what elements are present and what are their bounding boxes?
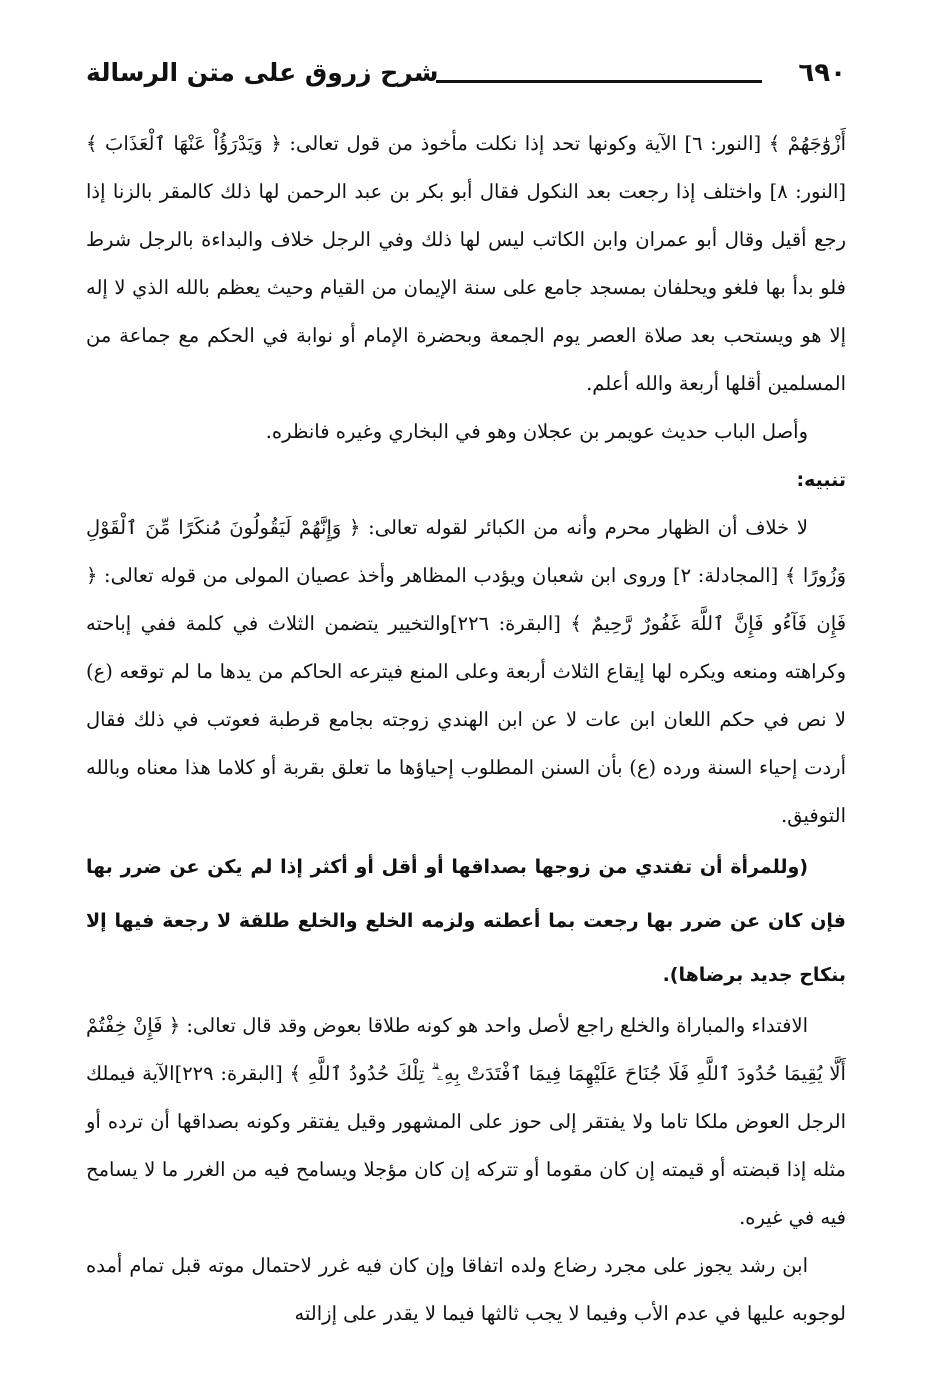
page-header bbox=[86, 58, 846, 98]
main-text bbox=[86, 120, 846, 1338]
header-rule bbox=[436, 80, 762, 83]
paragraph-khul-commentary: الافتداء والمباراة والخلع راجع لأصل واحد هو كونه طلاقا بعوض وقد قال تعالى: ﴿ فَإِنْ خِفْتُمْ أَلَّا يُقِيمَا حُدُودَ ٱللَّهِ فَلَا جُنَاحَ عَلَيْهِمَا فِيمَا ٱفْتَدَتْ بِهِۦ ۗ تِلْكَ حُدُودُ ٱللَّهِ ﴾ [البقرة: ٢٢٩]الآية فيملك الرجل العوض ملكا تاما ولا يفتقر إلى حوز على المشهور وقيل يفتقر وكونه بصداقها أن ترده أو مثله إذا قبضته أو قيمته إن كان مقوما أو تتركه إن كان مؤجلا ويسامح فيه من الغرر ما لا يسامح فيه في غيره. bbox=[86, 1014, 846, 1229]
paragraph-hadith-source: وأصل الباب حديث عويمر بن عجلان وهو في البخاري وغيره فانظره. bbox=[265, 420, 808, 443]
paragraph-lian-commentary: أَزْوَٰجَهُمْ ﴾ [النور: ٦] الآية وكونها تحد إذا نكلت مأخوذ من قول تعالى: ﴿ وَيَدْرَؤُاْ عَنْهَا ٱلْعَذَابَ ﴾ [النور: ٨] واختلف إذا رجعت بعد النكول فقال أبو بكر بن عبد الرحمن لها ذلك كالمقر بالزنا إذا رجع أقيل وقال أبو عمران وابن الكاتب ليس لها ذلك وفي الرجل خلاف والبداءة بالرجل شرط فلو بدأ بها فلغو ويحلفان بمسجد جامع على سنة الإيمان من القيام وحيث يعظم بالله الذي لا إله إلا هو ويستحب بعد صلاة العصر يوم الجمعة وبحضرة الإمام أو نوابة في الحكم مع جماعة من المسلمين أقلها أربعة والله أعلم. bbox=[86, 132, 846, 395]
paragraph-ibn-rushd: ابن رشد يجوز على مجرد رضاع ولده اتفاقا وإن كان فيه غرر لاحتمال موته قبل تمام أمده لوجوبه عليها في عدم الأب وفيما لا يجب ثالثها فيما لا يقدر على إزالته bbox=[86, 1254, 846, 1325]
running-title: شرح زروق على متن الرسالة bbox=[86, 58, 439, 87]
paragraph-matn-khul: (وللمرأة أن تفتدي من زوجها بصداقها أو أقل أو أكثر إذا لم يكن عن ضرر بها فإن كان عن ضرر بها رجعت بما أعطته ولزمه الخلع والخلع طلقة لا رجعة فيها إلا بنكاح جديد برضاها). bbox=[86, 856, 846, 986]
paragraph-zihar-note: لا خلاف أن الظهار محرم وأنه من الكبائر لقوله تعالى: ﴿ وَإِنَّهُمْ لَيَقُولُونَ مُنكَرًا مِّنَ ٱلْقَوْلِ وَزُورًا ﴾ [المجادلة: ٢] وروى ابن شعبان ويؤدب المظاهر وأخذ عصيان المولى من قوله تعالى: ﴿ فَإِن فَآءُو فَإِنَّ ٱللَّهَ غَفُورٌ رَّحِيمٌ ﴾ [البقرة: ٢٢٦]والتخيير يتضمن الثلاث في كلمة ففي إباحته وكراهته ومنعه ويكره لها إيقاع الثلاث أربعة وعلى المنع فيترعه الحاكم من يدها ما لم توقعه (ع) لا نص في حكم اللعان ابن عات لا عن ابن الهندي زوجته بجامع قرطبة فعوتب في ذلك فقال أردت إحياء السنة ورده (ع) بأن السنن المطلوب إحياؤها ما تعلق بقربة أو كلاما هذا معناه وبالله التوفيق. bbox=[86, 516, 847, 827]
note-heading: تنبيه: bbox=[796, 469, 846, 491]
page-number: ٦٩٠ bbox=[798, 58, 846, 88]
